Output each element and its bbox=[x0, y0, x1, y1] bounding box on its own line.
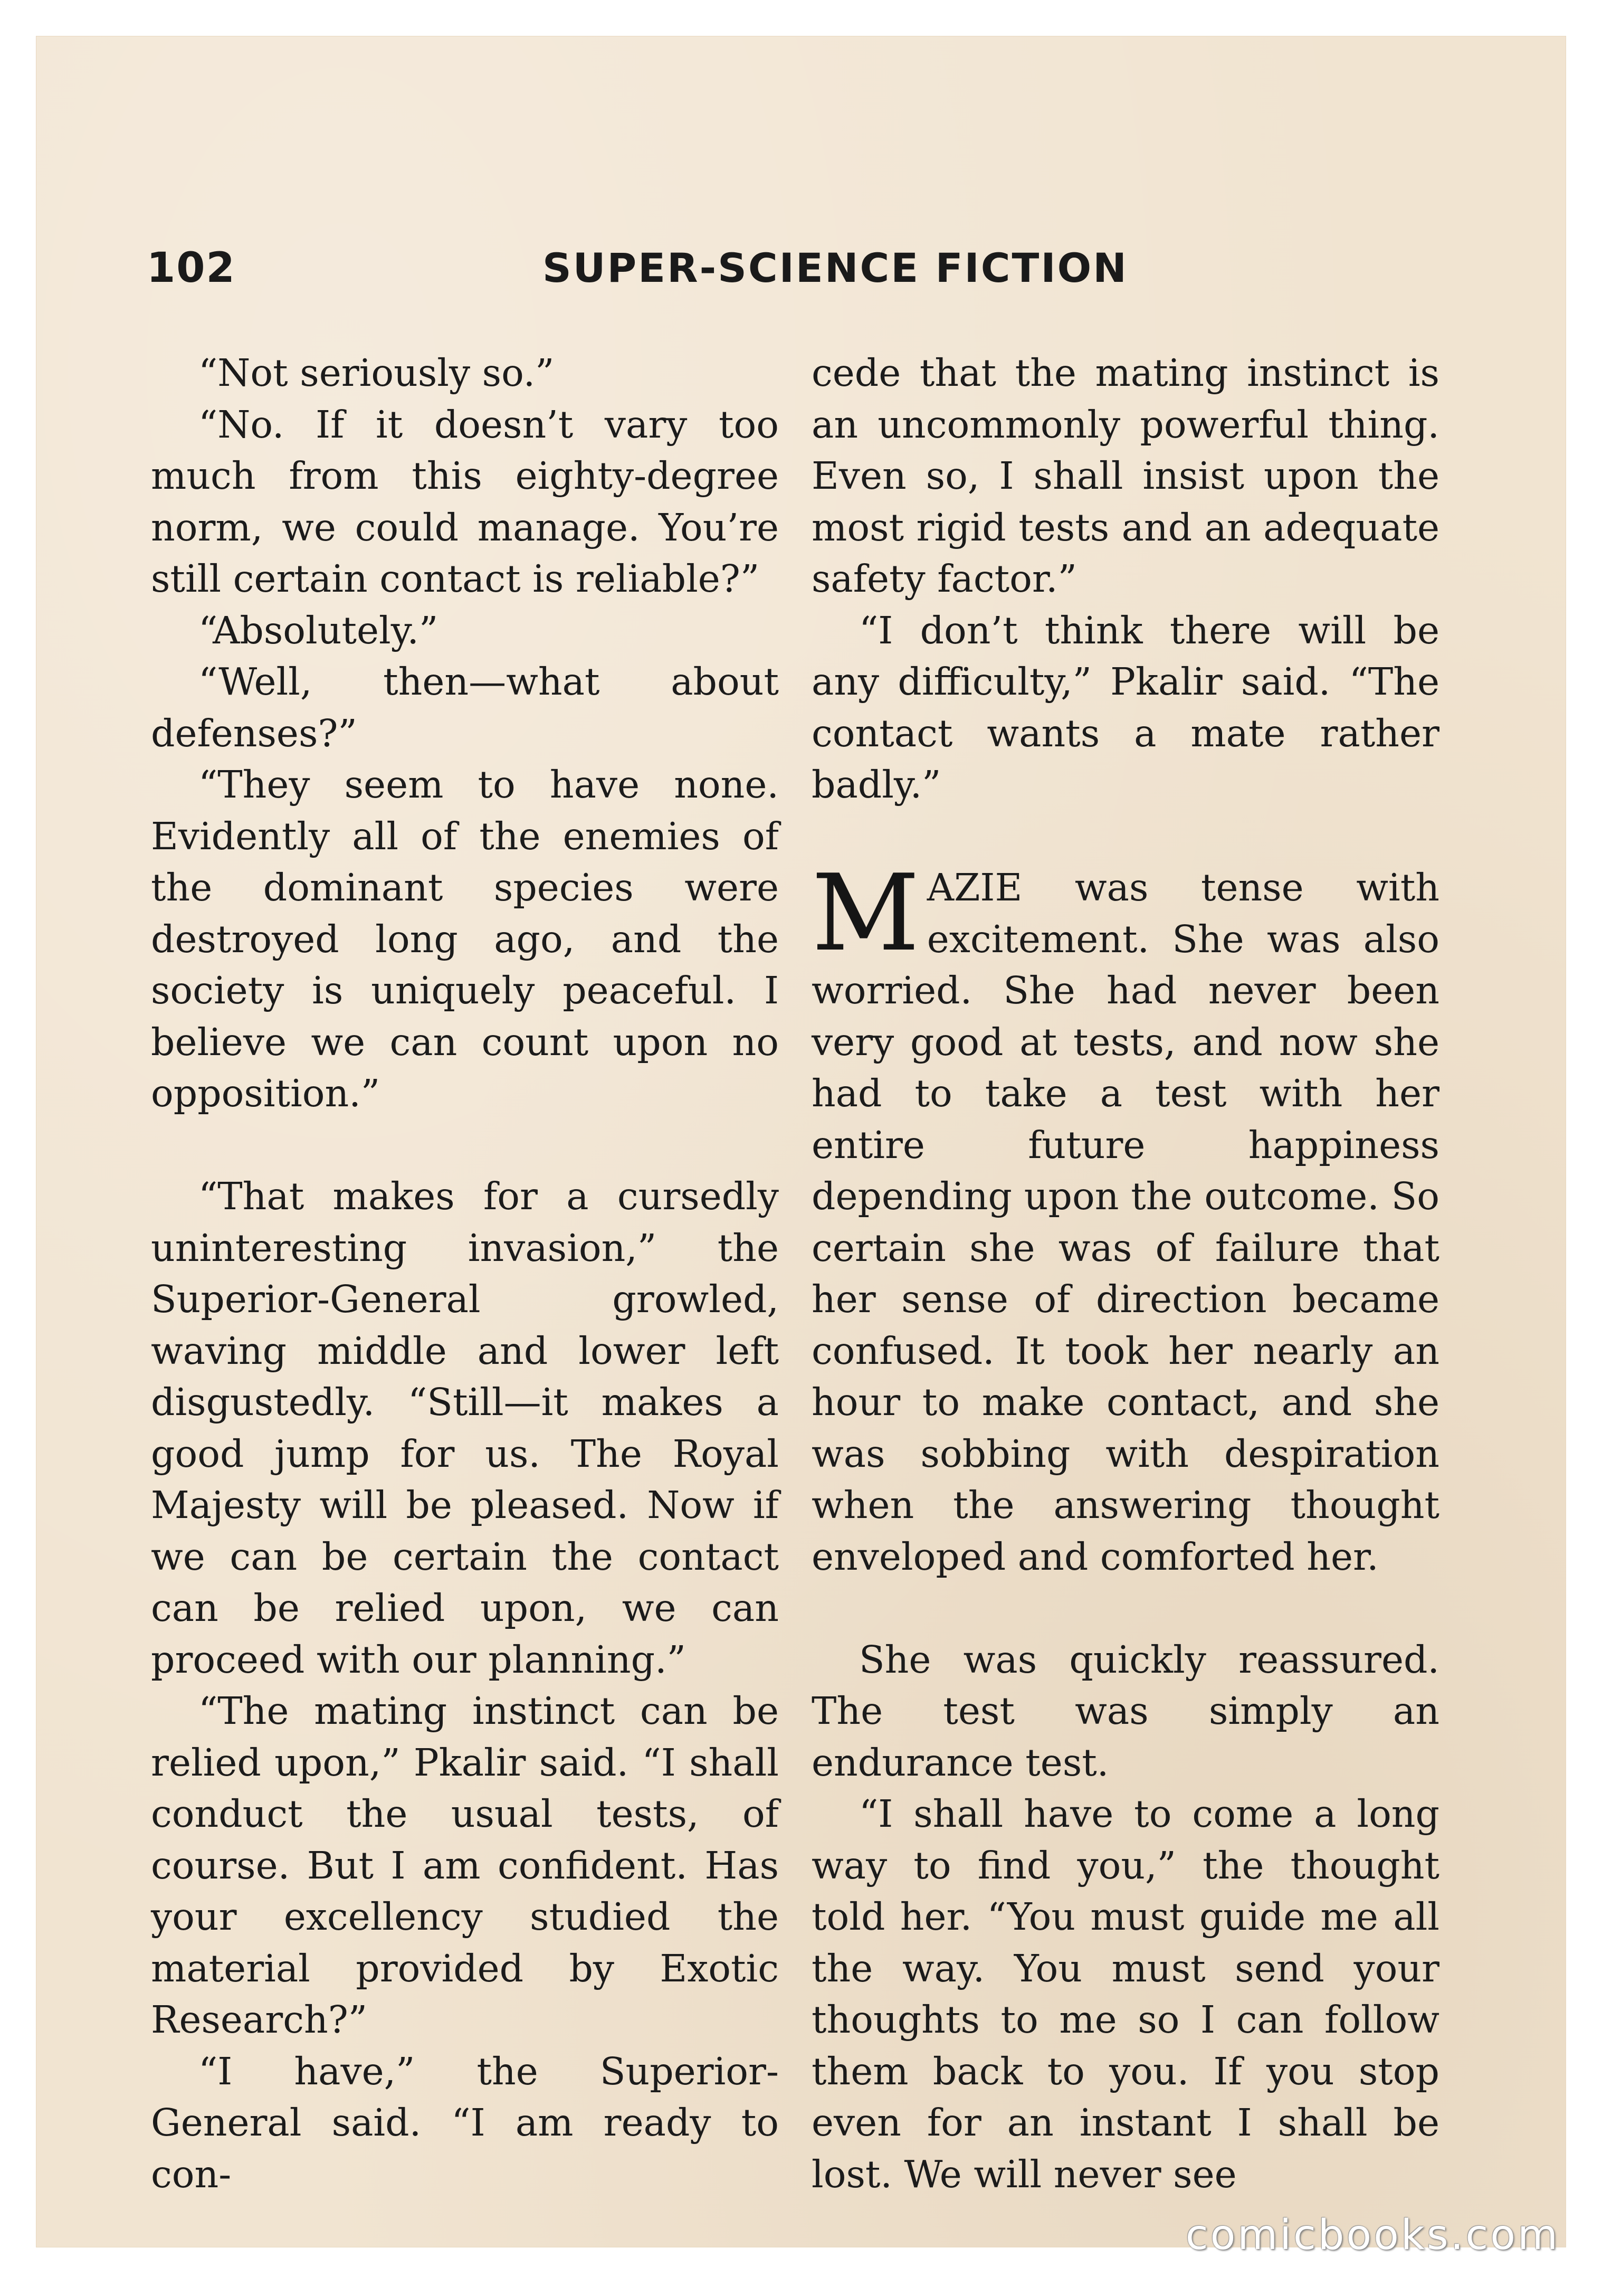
paragraph: “I have,” the Superior-General said. “I am ready to con- bbox=[151, 2049, 779, 2196]
running-head bbox=[147, 244, 1498, 308]
paragraph: “I don’t think there will be any difficulty,” Pkalir said. “The contact wants a mate rather badly.” bbox=[812, 608, 1439, 807]
paragraph: “I shall have to come a long way to find you,” the thought told her. “You must guide me all the way. You must send your thoughts to me so I can follow them back to you. If you stop even for an instant I shall be lost. We will never see bbox=[812, 1792, 1439, 2196]
section-gap bbox=[151, 1119, 779, 1171]
paragraph: “That makes for a cursedly uninteresting invasion,” the Superior-General growled, waving middle and lower left disgustedly. “Still—it makes a good jump for us. The Royal Majesty will be pleased. Now if we can be certain the contact can be relied upon, we can proceed with our planning.” bbox=[151, 1174, 779, 1682]
magazine-page bbox=[36, 36, 1566, 2247]
watermark: comicbooks.com bbox=[1185, 2212, 1560, 2259]
paragraph: “They seem to have none. Evidently all of the enemies of the dominant species were destroyed long ago, and the society is uniquely peaceful. I believe we can count upon no opposition.” bbox=[151, 763, 779, 1115]
section-opening-text: AZIE was tense with excitement. She was also worried. She had never been very good at tests, and now she had to take a test with her entire future happiness depending upon the outcome. So certain she was of failure that her sense of direction became confused. It took her nearly an hour to make contact, and she was sobbing with despiration when the answering thought enveloped and comforted her. bbox=[812, 866, 1439, 1579]
right-column bbox=[812, 347, 1439, 2200]
paragraph: “Well, then—what about defenses?” bbox=[151, 660, 779, 755]
paragraph: She was quickly reassured. The test was simply an endurance test. bbox=[812, 1637, 1439, 1785]
drop-cap: M bbox=[812, 852, 920, 975]
paragraph: “Absolutely.” bbox=[198, 608, 438, 652]
paragraph-continuation: cede that the mating instinct is an uncommonly powerful thing. Even so, I shall insist upon the most rigid tests and an adequate safety factor.” bbox=[812, 351, 1439, 601]
section-opening-paragraph bbox=[812, 852, 1439, 1582]
section-gap bbox=[812, 1582, 1439, 1634]
page-number: 102 bbox=[147, 244, 236, 292]
paragraph: “Not seriously so.” bbox=[198, 351, 555, 395]
magazine-title: SUPER-SCIENCE FICTION bbox=[542, 244, 1128, 291]
paragraph: “The mating instinct can be relied upon,” Pkalir said. “I shall conduct the usual tests, of course. But I am confident. Has your excellency studied the material provided by Exotic Research?” bbox=[151, 1689, 779, 2042]
paragraph: “No. If it doesn’t vary too much from this eighty-degree norm, we could manage. You’re still certain contact is reliable?” bbox=[151, 402, 779, 601]
left-column bbox=[151, 347, 779, 2200]
